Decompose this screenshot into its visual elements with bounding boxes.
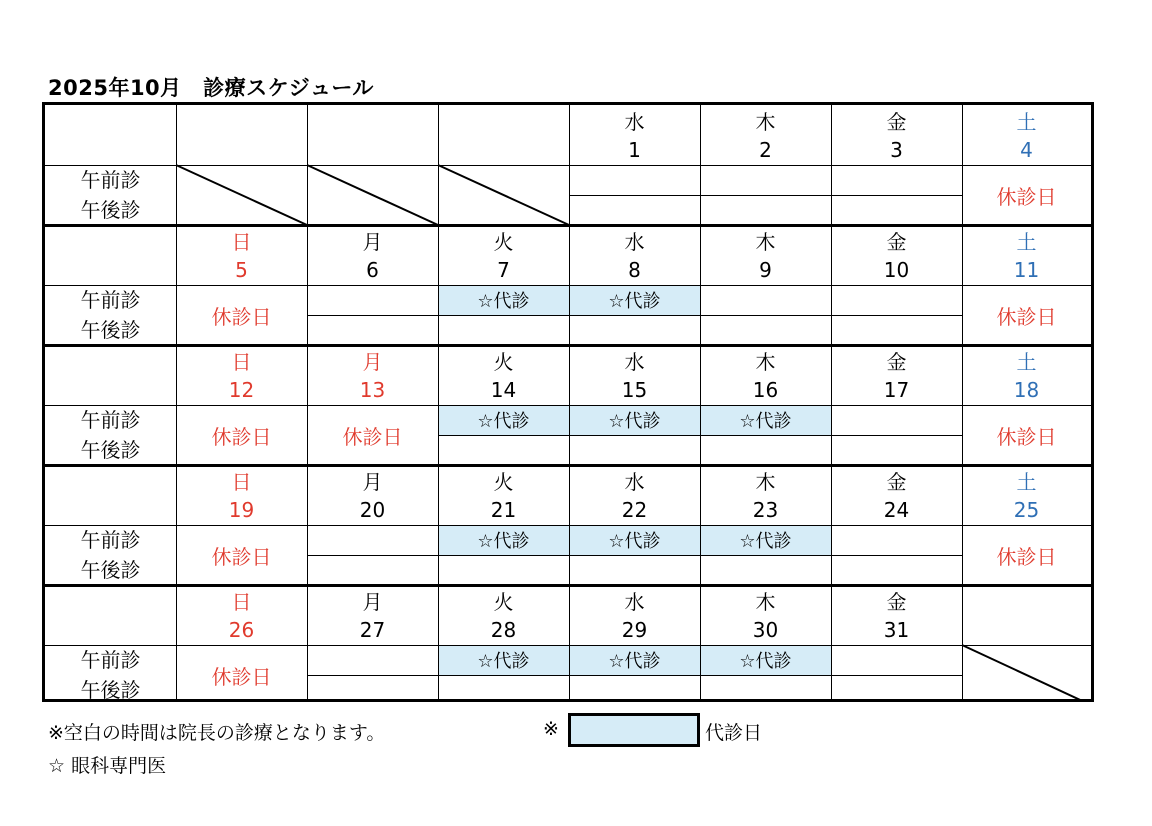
weekday-label: 水 xyxy=(624,589,645,614)
date-number: 8 xyxy=(628,258,641,282)
pm-label: 午後診 xyxy=(80,438,141,462)
substitute-doctor-slot: ☆代診 xyxy=(701,646,831,675)
am-label: 午前診 xyxy=(80,648,141,672)
substitute-doctor-slot: ☆代診 xyxy=(570,286,700,315)
date-number: 26 xyxy=(228,618,255,642)
date-number: 21 xyxy=(490,498,517,522)
date-number: 5 xyxy=(235,258,248,282)
weekday-label: 火 xyxy=(493,589,514,614)
substitute-doctor-slot: ☆代診 xyxy=(439,406,569,435)
date-number: 3 xyxy=(890,138,903,162)
weekday-label: 日 xyxy=(231,349,252,374)
closed-day-label: 休診日 xyxy=(996,544,1057,569)
weekday-label: 日 xyxy=(231,469,252,494)
closed-day-label: 休診日 xyxy=(211,664,272,689)
date-number: 31 xyxy=(883,618,910,642)
weekday-label: 金 xyxy=(886,469,907,494)
closed-day-label: 休診日 xyxy=(211,304,272,329)
date-number: 17 xyxy=(883,378,910,402)
weekday-label: 水 xyxy=(624,229,645,254)
date-number: 20 xyxy=(359,498,386,522)
weekday-label: 水 xyxy=(624,469,645,494)
date-number: 18 xyxy=(1013,378,1040,402)
date-number: 4 xyxy=(1020,138,1033,162)
date-number: 23 xyxy=(752,498,779,522)
date-number: 22 xyxy=(621,498,648,522)
substitute-doctor-slot: ☆代診 xyxy=(701,526,831,555)
legend-mark: ※ xyxy=(543,718,559,740)
diagonal-lines xyxy=(45,105,1091,699)
substitute-doctor-slot: ☆代診 xyxy=(439,286,569,315)
weekday-label: 月 xyxy=(362,229,383,254)
weekday-label: 金 xyxy=(886,349,907,374)
date-number: 15 xyxy=(621,378,648,402)
date-number: 11 xyxy=(1013,258,1040,282)
weekday-label: 土 xyxy=(1016,109,1037,134)
date-number: 7 xyxy=(497,258,510,282)
weekday-label: 月 xyxy=(362,589,383,614)
weekday-label: 日 xyxy=(231,589,252,614)
pm-label: 午後診 xyxy=(80,318,141,342)
am-label: 午前診 xyxy=(80,528,141,552)
specialist-note: ☆ 眼科専門医 xyxy=(48,755,167,777)
date-number: 24 xyxy=(883,498,910,522)
footer-note: ※空白の時間は院長の診療となります。 xyxy=(48,722,386,744)
date-number: 13 xyxy=(359,378,386,402)
not-applicable-diagonal xyxy=(176,165,307,225)
weekday-label: 月 xyxy=(362,349,383,374)
substitute-doctor-slot: ☆代診 xyxy=(570,646,700,675)
closed-day-label: 休診日 xyxy=(211,544,272,569)
weekday-label: 土 xyxy=(1016,229,1037,254)
weekday-label: 火 xyxy=(493,349,514,374)
date-number: 14 xyxy=(490,378,517,402)
weekday-label: 土 xyxy=(1016,469,1037,494)
closed-day-label: 休診日 xyxy=(342,424,403,449)
closed-day-label: 休診日 xyxy=(996,424,1057,449)
not-applicable-diagonal xyxy=(962,645,1091,699)
date-number: 19 xyxy=(228,498,255,522)
closed-day-label: 休診日 xyxy=(996,304,1057,329)
date-number: 6 xyxy=(366,258,379,282)
weekday-label: 月 xyxy=(362,469,383,494)
pm-label: 午後診 xyxy=(80,198,141,222)
date-number: 29 xyxy=(621,618,648,642)
date-number: 1 xyxy=(628,138,641,162)
schedule-table xyxy=(42,102,1094,702)
date-number: 28 xyxy=(490,618,517,642)
am-label: 午前診 xyxy=(80,168,141,192)
am-label: 午前診 xyxy=(80,408,141,432)
date-number: 25 xyxy=(1013,498,1040,522)
substitute-doctor-slot: ☆代診 xyxy=(570,526,700,555)
closed-day-label: 休診日 xyxy=(211,424,272,449)
date-number: 12 xyxy=(228,378,255,402)
date-number: 9 xyxy=(759,258,772,282)
weekday-label: 土 xyxy=(1016,349,1037,374)
closed-day-label: 休診日 xyxy=(996,184,1057,209)
substitute-doctor-slot: ☆代診 xyxy=(570,406,700,435)
weekday-label: 木 xyxy=(755,469,776,494)
date-number: 16 xyxy=(752,378,779,402)
weekday-label: 金 xyxy=(886,109,907,134)
date-number: 10 xyxy=(883,258,910,282)
legend-label: 代診日 xyxy=(705,722,763,744)
substitute-doctor-slot: ☆代診 xyxy=(701,406,831,435)
date-number: 2 xyxy=(759,138,772,162)
weekday-label: 木 xyxy=(755,349,776,374)
pm-label: 午後診 xyxy=(80,678,141,702)
legend-swatch xyxy=(568,713,700,747)
date-number: 27 xyxy=(359,618,386,642)
not-applicable-diagonal xyxy=(307,165,438,225)
pm-label: 午後診 xyxy=(80,558,141,582)
weekday-label: 火 xyxy=(493,229,514,254)
substitute-doctor-slot: ☆代診 xyxy=(439,526,569,555)
weekday-label: 火 xyxy=(493,469,514,494)
weekday-label: 水 xyxy=(624,109,645,134)
weekday-label: 木 xyxy=(755,229,776,254)
weekday-label: 金 xyxy=(886,229,907,254)
weekday-label: 日 xyxy=(231,229,252,254)
am-label: 午前診 xyxy=(80,288,141,312)
page-title: 2025年10月 診療スケジュール xyxy=(48,76,374,100)
date-number: 30 xyxy=(752,618,779,642)
weekday-label: 水 xyxy=(624,349,645,374)
weekday-label: 木 xyxy=(755,109,776,134)
weekday-label: 金 xyxy=(886,589,907,614)
not-applicable-diagonal xyxy=(438,165,569,225)
weekday-label: 木 xyxy=(755,589,776,614)
substitute-doctor-slot: ☆代診 xyxy=(439,646,569,675)
